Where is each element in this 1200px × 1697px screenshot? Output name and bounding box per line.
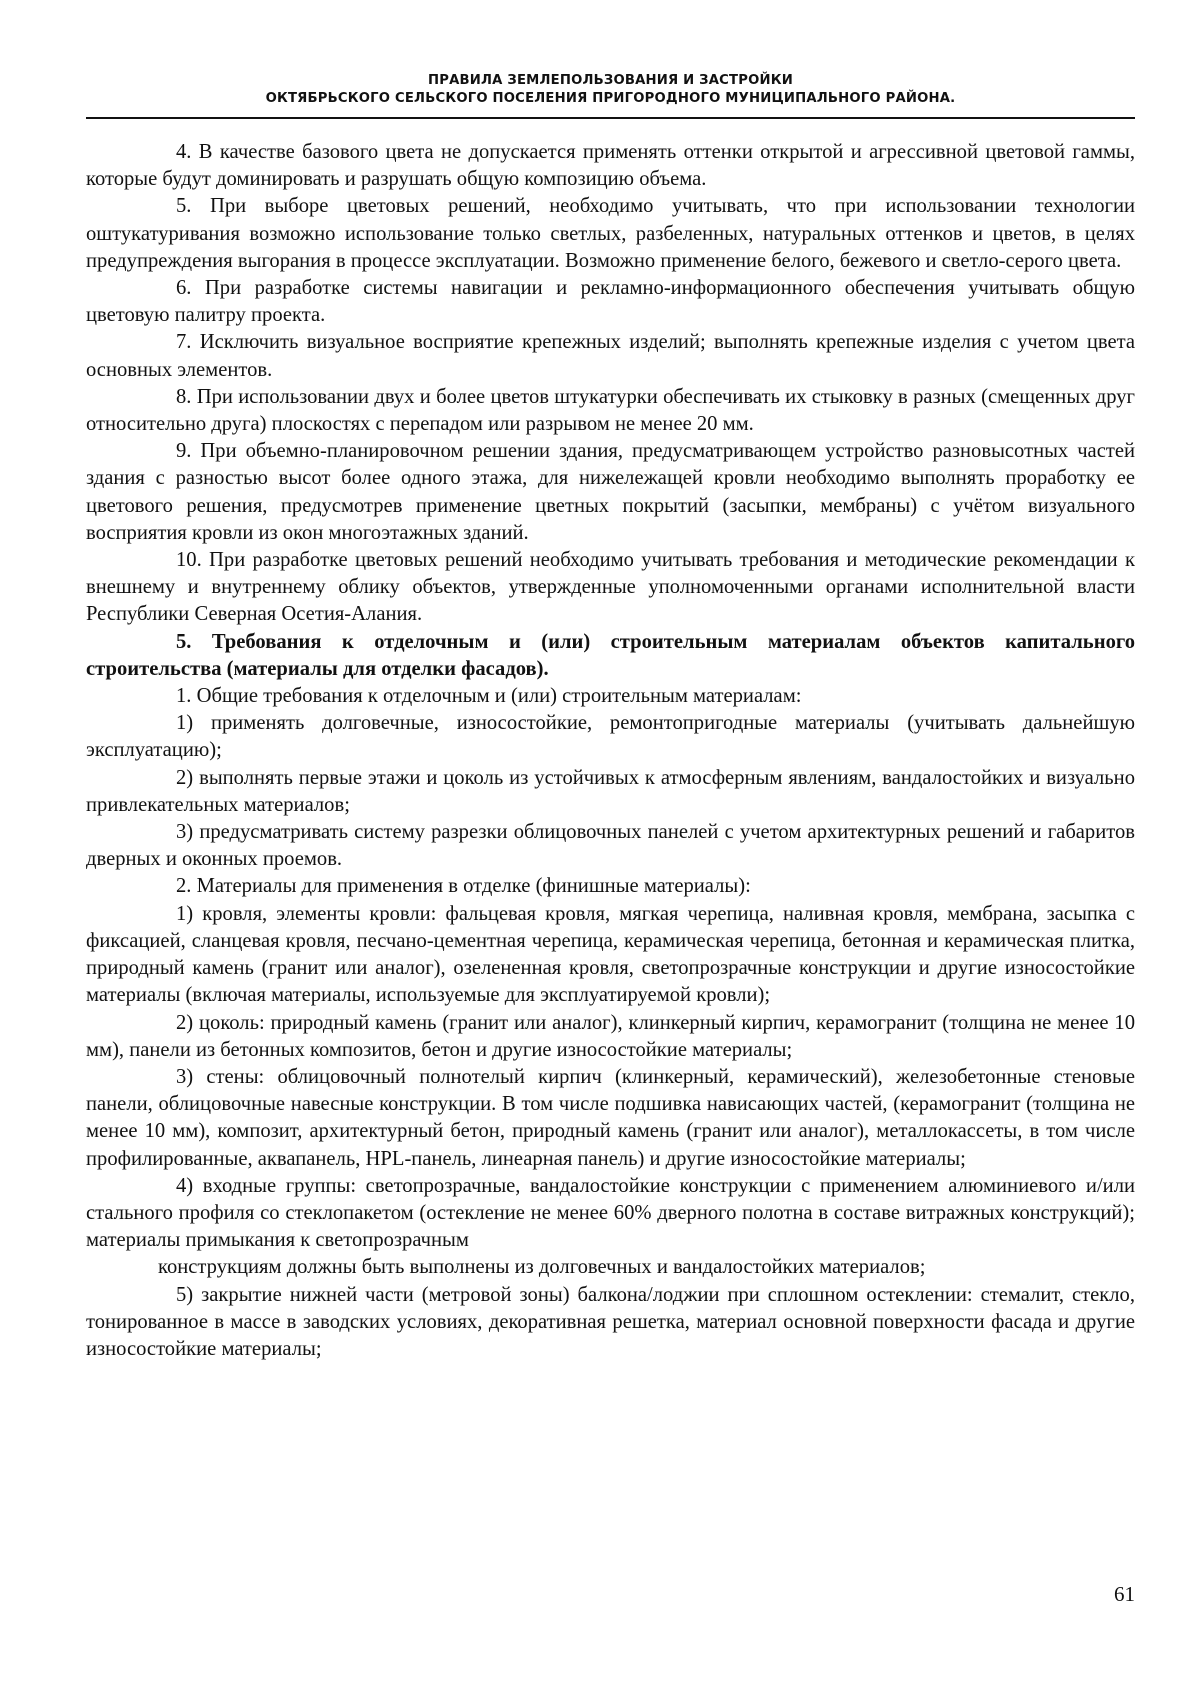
paragraph-item-10: 10. При разработке цветовых решений необходимо учитывать требования и методические рекомендации к внешнему и внутреннему облику объектов, утвержденные уполномоченными органами исполнительной власти Республики Северная Осетия-Алания. [86, 549, 1135, 626]
document-body [86, 139, 1135, 1363]
paragraph-item-4: 4. В качестве базового цвета не допускается применять оттенки открытой и агрессивной цветовой гаммы, которые будут доминировать и разрушать общую композицию объема. [86, 141, 1135, 191]
list-item-1-2: 2) выполнять первые этажи и цоколь из устойчивых к атмосферным явлениям, вандалостойких и визуально привлекательных материалов; [86, 766, 1135, 816]
list-item-2-4: 4) входные группы: светопрозрачные, вандалостойкие конструкции с применением алюминиевого и/или стального профиля со стеклопакетом (остекление не менее 60% дверного полотна в составе витражных конструкций); материалы примыкания к светопрозрачным [86, 1174, 1135, 1252]
list-item-2-2: 2) цоколь: природный камень (гранит или аналог), клинкерный кирпич, керамогранит (толщина не менее 10 мм), панели из бетонных композитов, бетон и другие износостойкие материалы; [86, 1011, 1135, 1061]
list-item-2-3: 3) стены: облицовочный полнотелый кирпич (клинкерный, керамический), железобетонные стеновые панели, облицовочные навесные конструкции. В том числе подшивка нависающих частей, (керамогранит (толщина не менее 10 мм), композит, архитектурный бетон, природный камень (гранит или аналог), металлокассеты, в том числе профилированные, аквапанель, HPL-панель, линеарная панель) и другие износостойкие материалы; [86, 1065, 1135, 1170]
paragraph-item-9: 9. При объемно-планировочном решении здания, предусматривающем устройство разновысотных частей здания с разностью высот более одного этажа, для нижележащей кровли необходимо выполнять проработку ее цветового решения, предусмотрев применение цветных покрытий (засыпки, мембраны) с учётом визуального восприятия кровли из окон многоэтажных зданий. [86, 440, 1135, 544]
list-item-2-4-continued: конструкциям должны быть выполнены из долговечных и вандалостойких материалов; [158, 1256, 926, 1279]
paragraph-finishing-materials: 2. Материалы для применения в отделке (финишные материалы): [176, 875, 751, 898]
paragraph-item-6: 6. При разработке системы навигации и рекламно-информационного обеспечения учитывать общую цветовую палитру проекта. [86, 277, 1135, 327]
paragraph-item-8: 8. При использовании двух и более цветов штукатурки обеспечивать их стыковку в разных (смещенных друг относительно друга) плоскостях с перепадом или разрывом не менее 20 мм. [86, 385, 1135, 436]
section-heading: 5. Требования к отделочным и (или) строительным материалам объектов капитального строительства (материалы для отделки фасадов). [86, 630, 1135, 680]
page-number: 61 [1114, 1582, 1135, 1606]
paragraph-item-5: 5. При выборе цветовых решений, необходимо учитывать, что при использовании технологии оштукатуривания возможно использование только светлых, разбеленных, натуральных оттенков и цветов, в целях предупреждения выгорания в процессе эксплуатации. Возможно применение белого, бежевого и светло-серого цвета. [86, 195, 1135, 272]
header-line-2: ОКТЯБРЬСКОГО СЕЛЬСКОГО ПОСЕЛЕНИЯ ПРИГОРОДНОГО МУНИЦИПАЛЬНОГО РАЙОНА. [265, 91, 956, 106]
list-item-1-1: 1) применять долговечные, износостойкие, ремонтопригодные материалы (учитывать дальнейшую эксплуатацию); [86, 712, 1135, 762]
list-item-2-5: 5) закрытие нижней части (метровой зоны) балкона/лоджии при сплошном остеклении: стемалит, стекло, тонированное в массе в заводских условиях, декоративная решетка, материал основной поверхности фасада и другие износостойкие материалы; [86, 1283, 1135, 1360]
header-divider [86, 117, 1135, 119]
list-item-2-1: 1) кровля, элементы кровли: фальцевая кровля, мягкая черепица, наливная кровля, мембрана, засыпка с фиксацией, сланцевая кровля, песчано-цементная черепица, керамическая черепица, бетонная и керамическая плитка, природный камень (гранит или аналог), озелененная кровля, светопрозрачные конструкции и другие износостойкие материалы (включая материалы, используемые для эксплуатируемой кровли); [86, 902, 1135, 1007]
list-item-1-3: 3) предусматривать систему разрезки облицовочных панелей с учетом архитектурных решений и габаритов дверных и оконных проемов. [86, 821, 1135, 871]
paragraph-general-requirements: 1. Общие требования к отделочным и (или) строительным материалам: [176, 685, 802, 708]
running-header [86, 72, 1135, 108]
header-line-1: ПРАВИЛА ЗЕМЛЕПОЛЬЗОВАНИЯ И ЗАСТРОЙКИ [428, 73, 793, 88]
paragraph-item-7: 7. Исключить визуальное восприятие крепежных изделий; выполнять крепежные изделия с учетом цвета основных элементов. [86, 331, 1135, 381]
